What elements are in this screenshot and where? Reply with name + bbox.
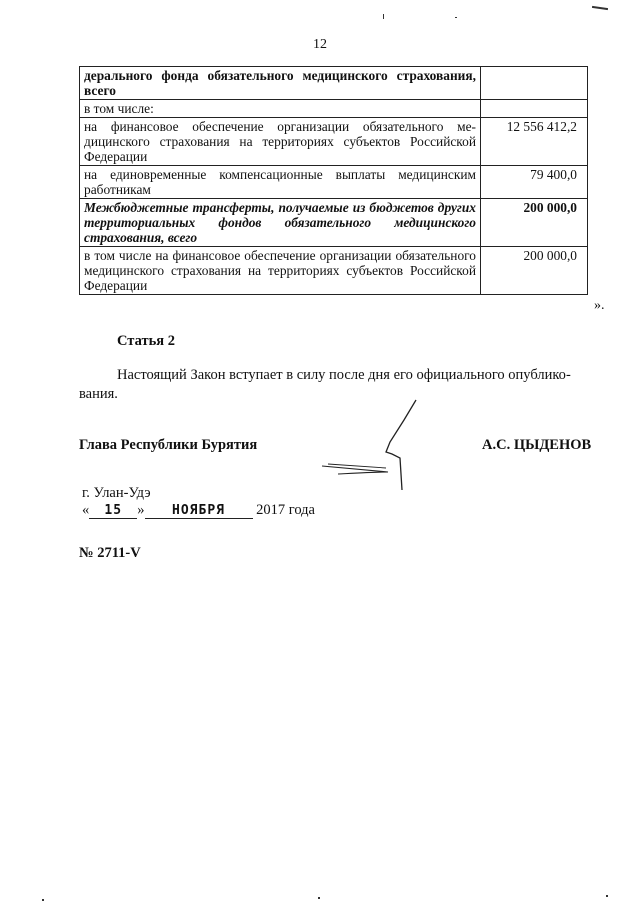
- document-number: № 2711-V: [79, 545, 141, 561]
- row-label: на финансовое обеспечение организации обязательного медицинского страхования на территориях субъектов Российской Федерации: [80, 118, 481, 166]
- table-row: [80, 247, 588, 295]
- table-row: [80, 199, 588, 247]
- row-label: в том числе:: [80, 100, 481, 118]
- row-value: 12 556 412,2: [481, 118, 588, 166]
- city: г. Улан-Удэ: [82, 485, 151, 501]
- row-value: [481, 100, 588, 118]
- table-row: [80, 166, 588, 199]
- scan-mark: [42, 899, 44, 901]
- scan-mark: [455, 17, 457, 18]
- row-label: Межбюджетные трансферты, получаемые из бюджетов других территориальных фондов обязательного медицинского страхования, всего: [80, 199, 481, 247]
- row-value: 200 000,0: [481, 247, 588, 295]
- row-value: 79 400,0: [481, 166, 588, 199]
- table-row: [80, 118, 588, 166]
- date-close-quote: »: [137, 502, 145, 518]
- table-row: [80, 67, 588, 100]
- budget-table-body: [80, 67, 588, 295]
- page-number: 12: [313, 37, 327, 52]
- signer-name: А.С. ЦЫДЕНОВ: [482, 437, 592, 453]
- article-body: Настоящий Закон вступает в силу после дня его официального опубликования.: [79, 367, 571, 402]
- budget-table: [79, 66, 588, 295]
- row-label: в том числе на финансовое обеспечение организации обязательного медицинского страхования на территориях субъектов Российской Федерации: [80, 247, 481, 295]
- row-value: [481, 67, 588, 100]
- article-title: Статья 2: [117, 333, 175, 349]
- row-label: на единовременные компенсационные выплаты медицинским работникам: [80, 166, 481, 199]
- date-day: 15: [89, 503, 137, 519]
- table-row: [80, 100, 588, 118]
- scan-mark: [383, 14, 384, 19]
- closing-quote: ».: [594, 298, 605, 313]
- signing-date: [82, 502, 315, 519]
- row-label: дерального фонда обязательного медицинского страхования, всего: [80, 67, 481, 100]
- date-year: 2017 года: [256, 502, 315, 518]
- scan-mark: [592, 6, 608, 10]
- row-value: 200 000,0: [481, 199, 588, 247]
- handwritten-signature: [318, 398, 428, 498]
- scan-mark: [606, 895, 608, 897]
- date-month: НОЯБРЯ: [145, 503, 253, 519]
- scan-mark: [318, 897, 320, 899]
- date-open-quote: «: [82, 502, 90, 518]
- signer-title: Глава Республики Бурятия: [79, 437, 258, 453]
